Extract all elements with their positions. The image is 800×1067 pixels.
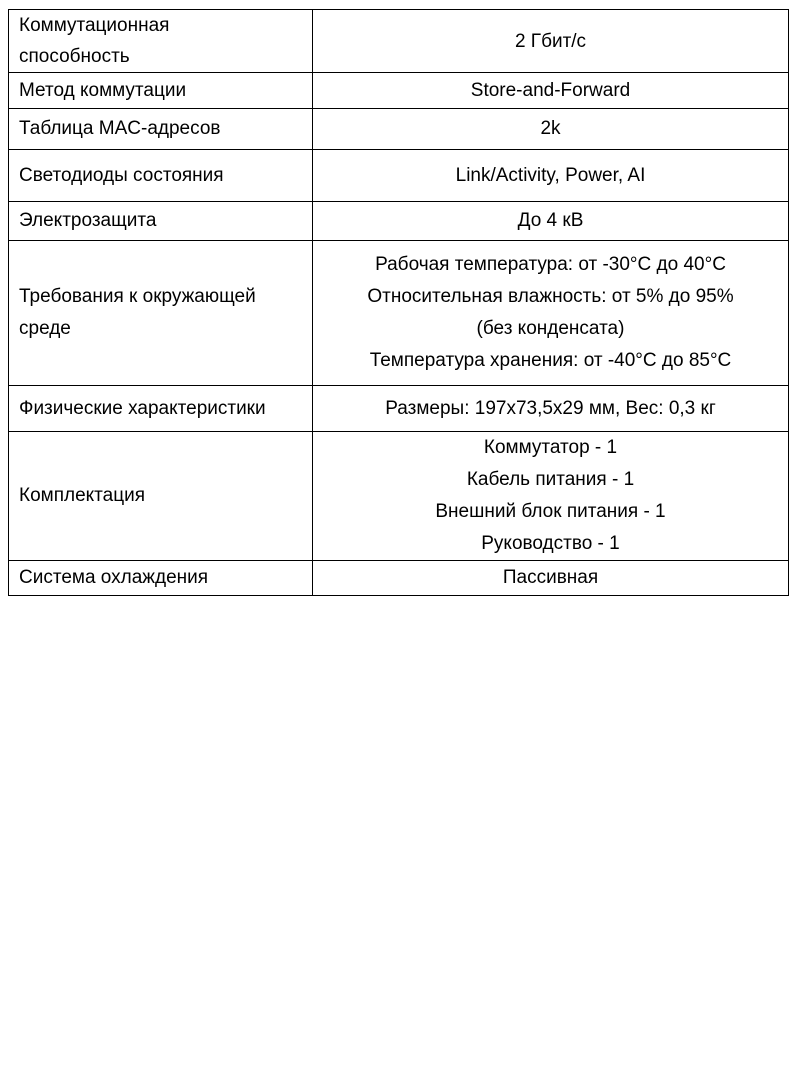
table-row [9,561,789,596]
label-line: Физические характеристики [19,397,266,419]
row-value [313,241,789,386]
label-line: Система охлаждения [19,567,209,588]
value-line: Руководство - 1 [481,533,620,554]
label-line: Светодиоды состояния [19,164,224,186]
row-label [9,561,313,596]
label-line: среде [19,318,71,339]
value-line: Относительная влажность: от 5% до 95% [367,286,734,307]
label-line: способность [19,46,130,67]
row-label [9,10,313,73]
table-row [9,73,789,109]
value-line: Link/Activity, Power, AI [455,164,646,186]
table-row [9,432,789,561]
spec-table [8,9,789,596]
row-label [9,202,313,241]
row-label [9,386,313,432]
label-line: Коммутационная [19,15,170,36]
value-line: До 4 кВ [517,210,584,231]
value-line: 2k [540,118,561,139]
label-line: Комплектация [19,485,146,506]
table-row [9,150,789,202]
row-value [313,202,789,241]
row-value [313,109,789,150]
value-line: Пассивная [502,567,599,588]
row-label [9,241,313,386]
row-label [9,73,313,109]
row-value [313,432,789,561]
label-line: Электрозащита [19,210,157,231]
value-line: 2 Гбит/с [514,30,587,52]
row-value [313,73,789,109]
row-value [313,561,789,596]
value-line: (без конденсата) [476,318,625,339]
row-value [313,386,789,432]
row-label [9,150,313,202]
row-label [9,432,313,561]
value-line: Температура хранения: от -40°C до 85°C [369,350,732,371]
label-line: Метод коммутации [19,79,187,101]
table-row [9,109,789,150]
table-row [9,202,789,241]
table-row [9,241,789,386]
label-line: Таблица MAC-адресов [19,118,221,139]
value-line: Размеры: 197x73,5x29 мм, Вес: 0,3 кг [385,397,716,419]
table-row [9,386,789,432]
value-line: Кабель питания - 1 [466,469,635,490]
value-line: Store-and-Forward [470,79,631,101]
row-value [313,150,789,202]
row-label [9,109,313,150]
value-line: Коммутатор - 1 [483,437,618,458]
label-line: Требования к окружающей [19,286,256,307]
table-row [9,10,789,73]
row-value [313,10,789,73]
value-line: Внешний блок питания - 1 [435,501,666,522]
value-line: Рабочая температура: от -30°C до 40°C [375,254,726,275]
